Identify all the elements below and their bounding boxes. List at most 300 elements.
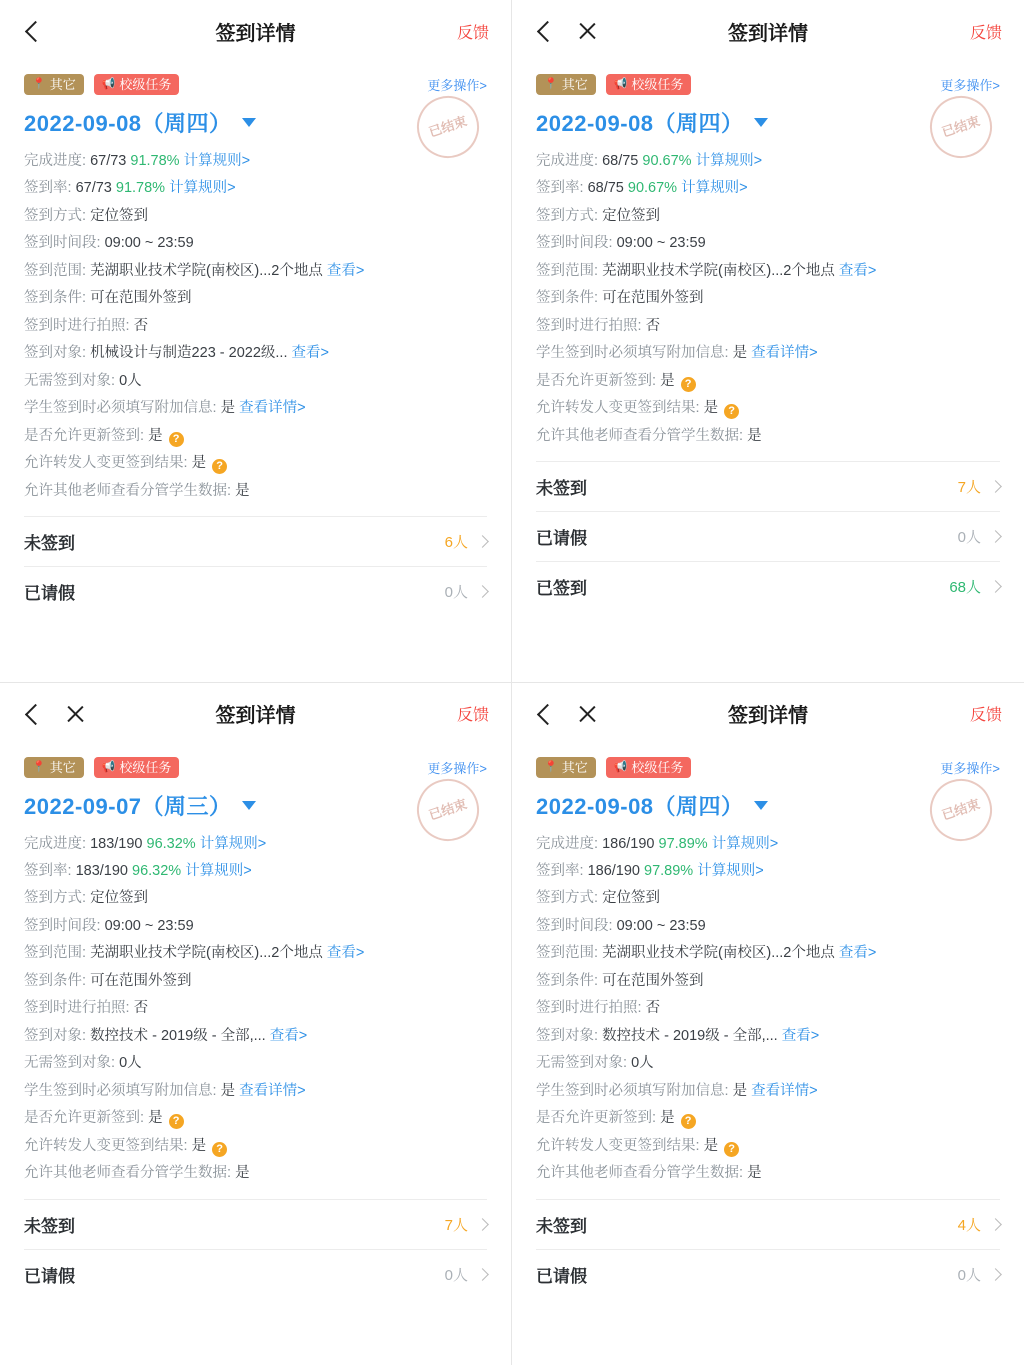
location-pin-icon: 📍 xyxy=(32,760,46,773)
signin-detail-panel xyxy=(512,0,1024,683)
info-label: 无需签到对象: xyxy=(24,372,116,389)
info-percent: 96.32% xyxy=(146,835,196,852)
info-line xyxy=(24,370,487,392)
summary-list xyxy=(512,1199,1024,1299)
summary-row-label: 已请假 xyxy=(24,1266,75,1286)
info-value: 可在范围外签到 xyxy=(90,290,192,307)
info-line xyxy=(536,860,1000,882)
info-value: 定位签到 xyxy=(602,890,661,907)
info-label: 签到时进行拍照: xyxy=(536,317,642,334)
info-line xyxy=(536,205,1000,227)
feedback-button[interactable]: 反馈 xyxy=(969,24,1002,42)
info-value: 是 xyxy=(148,1110,163,1127)
help-icon[interactable]: ? xyxy=(212,1142,227,1157)
info-link[interactable]: 查看详情> xyxy=(751,1082,818,1099)
summary-row-value: 0人 xyxy=(957,529,981,547)
info-value: 是 xyxy=(747,427,762,444)
tag-school-task-label: 校级任务 xyxy=(119,77,172,92)
info-line xyxy=(24,425,487,447)
info-value: 数控技术 - 2019级 - 全部,... xyxy=(602,1027,778,1044)
back-chevron-icon[interactable] xyxy=(534,21,554,41)
megaphone-icon: 📢 xyxy=(613,78,628,90)
ended-stamp-label: 已结束 xyxy=(426,113,469,140)
info-label: 签到范围: xyxy=(24,262,87,279)
info-value: 67/73 xyxy=(90,153,127,169)
tag-category-other-label: 其它 xyxy=(49,77,76,92)
info-line xyxy=(536,1025,1000,1047)
info-line xyxy=(536,370,1000,392)
info-label: 签到率: xyxy=(536,862,584,879)
more-operations-link[interactable]: 更多操作> xyxy=(427,78,487,93)
info-percent: 91.78% xyxy=(130,153,180,169)
info-link[interactable]: 查看> xyxy=(781,1027,820,1044)
info-line xyxy=(536,287,1000,309)
info-value: 是 xyxy=(220,400,236,417)
summary-row-label: 未签到 xyxy=(536,1216,587,1236)
date-label: 2022-09-08（周四） xyxy=(536,793,744,819)
info-value: 是 xyxy=(703,1137,719,1154)
tag-row xyxy=(536,757,1000,778)
info-percent: 97.89% xyxy=(644,862,694,879)
info-label: 签到对象: xyxy=(24,345,87,362)
info-line xyxy=(24,287,487,309)
info-label: 允许转发人变更签到结果: xyxy=(24,1137,188,1154)
info-link[interactable]: 计算规则> xyxy=(681,180,748,197)
signin-detail-panel xyxy=(0,0,512,683)
info-value: 否 xyxy=(645,317,661,334)
summary-row[interactable] xyxy=(536,1249,1000,1299)
info-value: 09:00 ~ 23:59 xyxy=(616,917,706,934)
summary-row-label: 已签到 xyxy=(536,579,587,599)
summary-row[interactable] xyxy=(24,566,487,616)
info-link[interactable]: 计算规则> xyxy=(695,153,763,169)
info-link[interactable]: 查看详情> xyxy=(239,1082,306,1099)
info-line xyxy=(24,397,487,419)
info-label: 签到方式: xyxy=(536,890,599,907)
megaphone-icon: 📢 xyxy=(101,78,116,90)
more-operations-link[interactable]: 更多操作> xyxy=(940,78,1000,93)
info-line xyxy=(536,177,1000,199)
info-line xyxy=(24,970,487,992)
chevron-right-icon[interactable] xyxy=(989,1218,1002,1231)
info-label: 签到范围: xyxy=(536,262,599,279)
more-operations-link[interactable]: 更多操作> xyxy=(427,760,487,776)
info-label: 签到时间段: xyxy=(536,917,613,934)
info-link[interactable]: 计算规则> xyxy=(199,835,267,852)
chevron-right-icon[interactable] xyxy=(989,530,1002,543)
info-value: 183/190 xyxy=(90,835,143,852)
summary-row-value: 68人 xyxy=(949,579,981,597)
info-value: 芜湖职业技术学院(南校区)...2个地点 xyxy=(90,262,323,279)
info-value: 否 xyxy=(133,317,149,334)
info-label: 允许其他老师查看分管学生数据: xyxy=(24,482,232,499)
info-value: 09:00 ~ 23:59 xyxy=(104,235,194,252)
tag-school-task xyxy=(94,74,180,95)
detail-card xyxy=(536,745,1000,1185)
tag-category-other-label: 其它 xyxy=(561,77,588,92)
summary-row-value: 0人 xyxy=(444,1266,468,1284)
info-label: 签到条件: xyxy=(24,290,87,307)
info-value: 186/190 xyxy=(587,862,640,879)
summary-row[interactable] xyxy=(536,511,1000,561)
tag-school-task-label: 校级任务 xyxy=(631,77,684,92)
tag-school-task-label: 校级任务 xyxy=(119,759,172,775)
tag-school-task-label: 校级任务 xyxy=(631,759,684,775)
summary-row[interactable] xyxy=(536,561,1000,611)
info-link[interactable]: 查看> xyxy=(326,945,365,962)
info-label: 签到时进行拍照: xyxy=(24,1000,130,1017)
info-label: 无需签到对象: xyxy=(536,1055,628,1072)
summary-row-value: 7人 xyxy=(957,479,981,497)
info-line xyxy=(24,1052,487,1074)
info-line xyxy=(24,915,487,937)
help-icon[interactable]: ? xyxy=(681,1114,696,1129)
info-value: 芜湖职业技术学院(南校区)...2个地点 xyxy=(602,262,835,279)
info-label: 签到范围: xyxy=(536,945,599,962)
feedback-button[interactable]: 反馈 xyxy=(456,707,489,724)
info-link[interactable]: 计算规则> xyxy=(697,862,764,879)
info-value: 是 xyxy=(220,1082,236,1099)
info-link[interactable]: 查看> xyxy=(291,345,329,362)
info-value: 09:00 ~ 23:59 xyxy=(104,917,194,934)
location-pin-icon: 📍 xyxy=(32,78,46,90)
info-line xyxy=(24,177,487,199)
info-line xyxy=(24,342,487,364)
info-link[interactable]: 查看详情> xyxy=(751,345,818,362)
info-line xyxy=(24,150,487,172)
tag-category-other xyxy=(24,74,84,95)
info-line xyxy=(24,997,487,1019)
info-line xyxy=(536,1080,1000,1102)
navbar xyxy=(512,683,1024,745)
info-value: 否 xyxy=(133,1000,149,1017)
info-label: 是否允许更新签到: xyxy=(536,372,657,389)
info-value: 是 xyxy=(191,455,207,472)
info-label: 签到方式: xyxy=(24,207,87,224)
info-link[interactable]: 查看> xyxy=(838,262,877,279)
info-label: 签到方式: xyxy=(536,207,599,224)
chevron-down-icon[interactable] xyxy=(754,801,768,810)
info-value: 是 xyxy=(660,1110,675,1127)
info-link[interactable]: 计算规则> xyxy=(711,835,779,852)
info-value: 是 xyxy=(235,1165,250,1182)
detail-card xyxy=(24,745,487,1185)
tag-category-other-label: 其它 xyxy=(561,759,588,775)
info-value: 定位签到 xyxy=(602,207,661,224)
help-icon[interactable]: ? xyxy=(681,377,696,392)
date-label: 2022-09-08（周四） xyxy=(536,111,744,136)
chevron-down-icon[interactable] xyxy=(242,118,256,127)
info-link[interactable]: 计算规则> xyxy=(185,862,252,879)
navbar-left-controls xyxy=(534,703,598,725)
navbar-left-controls xyxy=(22,21,42,41)
summary-list xyxy=(0,1199,511,1299)
info-label: 签到方式: xyxy=(24,890,87,907)
chevron-right-icon[interactable] xyxy=(989,1268,1002,1281)
tag-row xyxy=(24,74,487,95)
info-value: 183/190 xyxy=(75,862,128,879)
info-label: 签到时进行拍照: xyxy=(536,1000,642,1017)
tag-row xyxy=(24,757,487,778)
info-label: 学生签到时必须填写附加信息: xyxy=(24,1082,217,1099)
summary-row-value: 0人 xyxy=(444,584,468,602)
info-line xyxy=(24,205,487,227)
info-line xyxy=(536,315,1000,337)
summary-row-value: 7人 xyxy=(444,1216,468,1234)
info-line xyxy=(536,397,1000,419)
info-label: 签到条件: xyxy=(536,290,599,307)
info-line xyxy=(536,1162,1000,1184)
ended-stamp-label: 已结束 xyxy=(426,795,469,823)
info-line xyxy=(536,887,1000,909)
info-value: 是 xyxy=(148,427,163,444)
info-line xyxy=(536,1135,1000,1157)
navbar-left-controls xyxy=(22,703,86,725)
summary-list xyxy=(512,461,1024,611)
info-value: 是 xyxy=(703,400,719,417)
back-chevron-icon[interactable] xyxy=(22,21,42,41)
info-value: 定位签到 xyxy=(90,207,149,224)
info-value: 68/75 xyxy=(602,153,639,169)
info-line xyxy=(536,232,1000,254)
info-line xyxy=(536,915,1000,937)
info-value: 67/73 xyxy=(75,180,112,197)
location-pin-icon: 📍 xyxy=(544,78,558,90)
info-percent: 90.67% xyxy=(642,153,692,169)
summary-row-label: 未签到 xyxy=(24,534,75,554)
tag-school-task xyxy=(94,757,180,778)
info-label: 允许转发人变更签到结果: xyxy=(24,455,188,472)
navbar xyxy=(0,683,511,745)
megaphone-icon: 📢 xyxy=(613,760,628,773)
info-line xyxy=(24,315,487,337)
info-line xyxy=(536,425,1000,447)
info-line xyxy=(24,232,487,254)
info-label: 是否允许更新签到: xyxy=(24,1110,145,1127)
info-label: 是否允许更新签到: xyxy=(24,427,145,444)
info-label: 学生签到时必须填写附加信息: xyxy=(24,400,217,417)
info-percent: 90.67% xyxy=(627,180,678,197)
info-label: 学生签到时必须填写附加信息: xyxy=(536,1082,729,1099)
ended-stamp-label: 已结束 xyxy=(939,113,982,140)
info-link[interactable]: 查看> xyxy=(326,262,365,279)
info-line xyxy=(536,1052,1000,1074)
summary-row-label: 未签到 xyxy=(24,1216,75,1236)
summary-row[interactable] xyxy=(24,1199,487,1249)
summary-row[interactable] xyxy=(24,1249,487,1299)
info-line xyxy=(536,342,1000,364)
info-label: 允许转发人变更签到结果: xyxy=(536,400,700,417)
help-icon[interactable]: ? xyxy=(169,1114,184,1129)
info-percent: 96.32% xyxy=(132,862,182,879)
close-icon[interactable] xyxy=(576,703,598,725)
info-link[interactable]: 查看> xyxy=(838,945,877,962)
page-title: 签到详情 xyxy=(215,705,296,727)
info-value: 0人 xyxy=(119,1055,142,1072)
info-label: 完成进度: xyxy=(536,153,599,169)
date-label: 2022-09-08（周四） xyxy=(24,111,232,136)
chevron-right-icon[interactable] xyxy=(989,580,1002,593)
close-icon[interactable] xyxy=(576,20,598,42)
info-label: 签到范围: xyxy=(24,945,87,962)
info-label: 签到条件: xyxy=(24,972,87,989)
back-chevron-icon[interactable] xyxy=(22,704,42,724)
info-label: 签到条件: xyxy=(536,972,599,989)
info-value: 68/75 xyxy=(587,180,624,197)
info-label: 签到时间段: xyxy=(536,235,613,252)
help-icon[interactable]: ? xyxy=(212,459,227,474)
chevron-right-icon[interactable] xyxy=(476,585,489,598)
info-label: 签到率: xyxy=(24,180,72,197)
info-value: 186/190 xyxy=(602,835,655,852)
info-value: 数控技术 - 2019级 - 全部,... xyxy=(90,1027,266,1044)
info-line xyxy=(24,887,487,909)
info-line xyxy=(24,1080,487,1102)
help-icon[interactable]: ? xyxy=(724,1142,739,1157)
summary-row-label: 已请假 xyxy=(24,584,75,604)
summary-row-value: 0人 xyxy=(957,1266,981,1284)
info-value: 09:00 ~ 23:59 xyxy=(616,235,706,252)
navbar xyxy=(0,0,511,62)
info-value: 0人 xyxy=(631,1055,654,1072)
info-label: 签到时间段: xyxy=(24,917,101,934)
info-line xyxy=(24,260,487,282)
info-link[interactable]: 计算规则> xyxy=(169,180,236,197)
more-operations-link[interactable]: 更多操作> xyxy=(940,760,1000,776)
info-line xyxy=(536,833,1000,855)
info-line xyxy=(24,452,487,474)
tag-category-other xyxy=(24,757,84,778)
info-label: 签到时间段: xyxy=(24,235,101,252)
info-label: 是否允许更新签到: xyxy=(536,1110,657,1127)
summary-row[interactable] xyxy=(24,516,487,566)
info-line xyxy=(24,480,487,502)
info-link[interactable]: 查看> xyxy=(269,1027,308,1044)
info-label: 完成进度: xyxy=(24,153,87,169)
info-value: 可在范围外签到 xyxy=(602,972,704,989)
detail-card xyxy=(24,62,487,502)
chevron-down-icon[interactable] xyxy=(754,118,768,127)
info-line xyxy=(24,1162,487,1184)
tag-category-other-label: 其它 xyxy=(49,759,76,775)
chevron-right-icon[interactable] xyxy=(476,1268,489,1281)
info-line xyxy=(536,970,1000,992)
tag-category-other xyxy=(536,757,596,778)
info-line xyxy=(536,942,1000,964)
info-label: 签到率: xyxy=(24,862,72,879)
info-percent: 91.78% xyxy=(115,180,166,197)
navbar-left-controls xyxy=(534,20,598,42)
info-line xyxy=(536,997,1000,1019)
info-line xyxy=(24,860,487,882)
info-percent: 97.89% xyxy=(658,835,708,852)
info-value: 定位签到 xyxy=(90,890,149,907)
date-label: 2022-09-07（周三） xyxy=(24,793,232,819)
page-title: 签到详情 xyxy=(728,705,808,727)
info-label: 完成进度: xyxy=(536,835,599,852)
info-label: 允许转发人变更签到结果: xyxy=(536,1137,700,1154)
summary-row-value: 4人 xyxy=(957,1216,981,1234)
info-link[interactable]: 计算规则> xyxy=(183,153,251,169)
info-value: 是 xyxy=(660,372,675,389)
info-line xyxy=(24,1135,487,1157)
info-label: 完成进度: xyxy=(24,835,87,852)
location-pin-icon: 📍 xyxy=(544,760,558,773)
info-line xyxy=(24,942,487,964)
info-line xyxy=(536,1107,1000,1129)
info-label: 无需签到对象: xyxy=(24,1055,116,1072)
tag-school-task xyxy=(606,74,692,95)
detail-card xyxy=(536,62,1000,447)
tag-school-task xyxy=(606,757,692,778)
info-value: 机械设计与制造223 - 2022级... xyxy=(90,345,288,362)
info-line xyxy=(24,1025,487,1047)
ended-stamp-label: 已结束 xyxy=(939,795,982,823)
feedback-button[interactable]: 反馈 xyxy=(969,707,1002,724)
info-value: 是 xyxy=(732,1082,748,1099)
navbar xyxy=(512,0,1024,62)
help-icon[interactable]: ? xyxy=(724,404,739,419)
close-icon[interactable] xyxy=(64,703,86,725)
info-label: 允许其他老师查看分管学生数据: xyxy=(536,427,744,444)
page-title: 签到详情 xyxy=(728,22,808,45)
info-line xyxy=(536,150,1000,172)
signin-detail-panel xyxy=(512,683,1024,1365)
info-label: 学生签到时必须填写附加信息: xyxy=(536,345,729,362)
page-title: 签到详情 xyxy=(215,22,296,45)
info-value: 否 xyxy=(645,1000,661,1017)
summary-row-label: 已请假 xyxy=(536,529,587,549)
info-label: 签到对象: xyxy=(536,1027,599,1044)
signin-detail-panel xyxy=(0,683,512,1365)
info-value: 是 xyxy=(235,482,250,499)
info-link[interactable]: 查看详情> xyxy=(239,400,306,417)
chevron-right-icon[interactable] xyxy=(476,535,489,548)
info-value: 0人 xyxy=(119,372,142,389)
info-label: 允许其他老师查看分管学生数据: xyxy=(24,1165,232,1182)
summary-row-label: 已请假 xyxy=(536,1266,587,1286)
info-value: 芜湖职业技术学院(南校区)...2个地点 xyxy=(90,945,323,962)
info-value: 可在范围外签到 xyxy=(90,972,192,989)
summary-row-label: 未签到 xyxy=(536,479,587,499)
chevron-right-icon[interactable] xyxy=(989,480,1002,493)
info-label: 签到对象: xyxy=(24,1027,87,1044)
info-label: 签到率: xyxy=(536,180,584,197)
info-value: 是 xyxy=(732,345,748,362)
chevron-down-icon[interactable] xyxy=(242,801,256,810)
info-label: 签到时进行拍照: xyxy=(24,317,130,334)
info-value: 是 xyxy=(191,1137,207,1154)
info-line xyxy=(24,1107,487,1129)
info-value: 是 xyxy=(747,1165,762,1182)
info-value: 可在范围外签到 xyxy=(602,290,704,307)
help-icon[interactable]: ? xyxy=(169,432,184,447)
summary-row[interactable] xyxy=(536,461,1000,511)
info-line xyxy=(536,260,1000,282)
feedback-button[interactable]: 反馈 xyxy=(456,24,489,42)
summary-row-value: 6人 xyxy=(444,534,468,552)
info-line xyxy=(24,833,487,855)
back-chevron-icon[interactable] xyxy=(534,704,554,724)
tag-row xyxy=(536,74,1000,95)
summary-row[interactable] xyxy=(536,1199,1000,1249)
megaphone-icon: 📢 xyxy=(101,760,116,773)
info-label: 允许其他老师查看分管学生数据: xyxy=(536,1165,744,1182)
summary-list xyxy=(0,516,511,616)
info-value: 芜湖职业技术学院(南校区)...2个地点 xyxy=(602,945,835,962)
tag-category-other xyxy=(536,74,596,95)
chevron-right-icon[interactable] xyxy=(476,1218,489,1231)
